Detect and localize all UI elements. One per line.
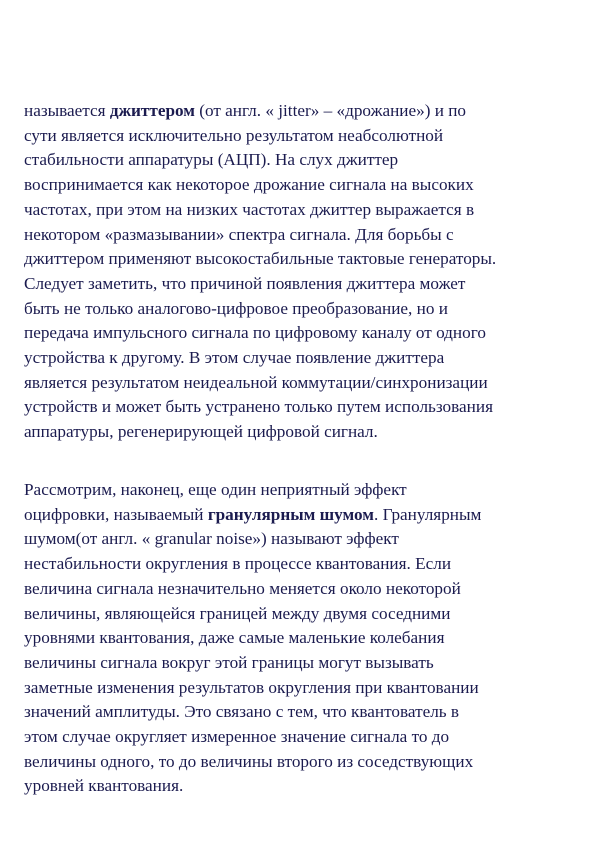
paragraph-granular-noise	[24, 478, 576, 799]
text-line: устройства к другому. В этом случае появление джиттера	[24, 348, 445, 368]
text-span: называется	[24, 101, 110, 120]
text-line: уровней квантования.	[24, 776, 184, 796]
text-span: (от англ. « jitter» – «дрожание») и по	[194, 101, 467, 120]
text-line: передача импульсного сигнала по цифровому каналу от одного	[24, 323, 486, 343]
text-line: нестабильности округления в процессе квантования. Если	[24, 554, 452, 574]
term-jitter: джиттером	[109, 101, 195, 120]
text-line: значений амплитуды. Это связано с тем, что квантователь в	[24, 702, 460, 722]
paragraph-jitter	[24, 99, 576, 445]
text-line: сути является исключительно результатом неабсолютной	[24, 125, 444, 145]
text-line	[24, 503, 576, 528]
text-line: является результатом неидеальной коммутации/синхронизации	[24, 372, 488, 392]
text-line: некотором «размазывании» спектра сигнала. Для борьбы с	[24, 224, 454, 244]
text-line: величины одного, то до величины второго из соседствующих	[24, 751, 474, 771]
text-line: аппаратуры, регенерирующей цифровой сигнал.	[24, 422, 378, 442]
text-line	[24, 99, 576, 124]
text-line: этом случае округляет измеренное значение сигнала то до	[24, 727, 450, 747]
term-granular-noise: гранулярным шумом	[207, 504, 374, 524]
text-line: величины, являющейся границей между двумя соседними	[24, 603, 451, 623]
text-line: Следует заметить, что причиной появления джиттера может	[24, 273, 466, 293]
text-line: уровнями квантования, даже самые маленькие колебания	[24, 628, 445, 648]
text-span: оцифровки, называемый	[24, 504, 208, 524]
text-line: величина сигнала незначительно меняется около некоторой	[24, 578, 461, 598]
text-line: частотах, при этом на низких частотах джиттер выражается в	[24, 199, 475, 219]
text-line: быть не только аналогово-цифровое преобразование, но и	[24, 298, 448, 318]
text-line: шумом(от англ. « granular noise») называют эффект	[24, 529, 399, 549]
text-line: воспринимается как некоторое дрожание сигнала на высоких	[24, 175, 474, 195]
text-line: величины сигнала вокруг этой границы могут вызывать	[24, 652, 434, 672]
text-line: джиттером применяют высокостабильные тактовые генераторы.	[24, 249, 497, 269]
text-line: заметные изменения результатов округления при квантовании	[24, 677, 479, 697]
text-line: Рассмотрим, наконец, еще один неприятный эффект	[24, 480, 407, 499]
text-line: стабильности аппаратуры (АЦП). На слух джиттер	[24, 150, 399, 170]
text-span: . Гранулярным	[374, 504, 482, 524]
text-line: устройств и может быть устранено только путем использования	[24, 397, 493, 417]
